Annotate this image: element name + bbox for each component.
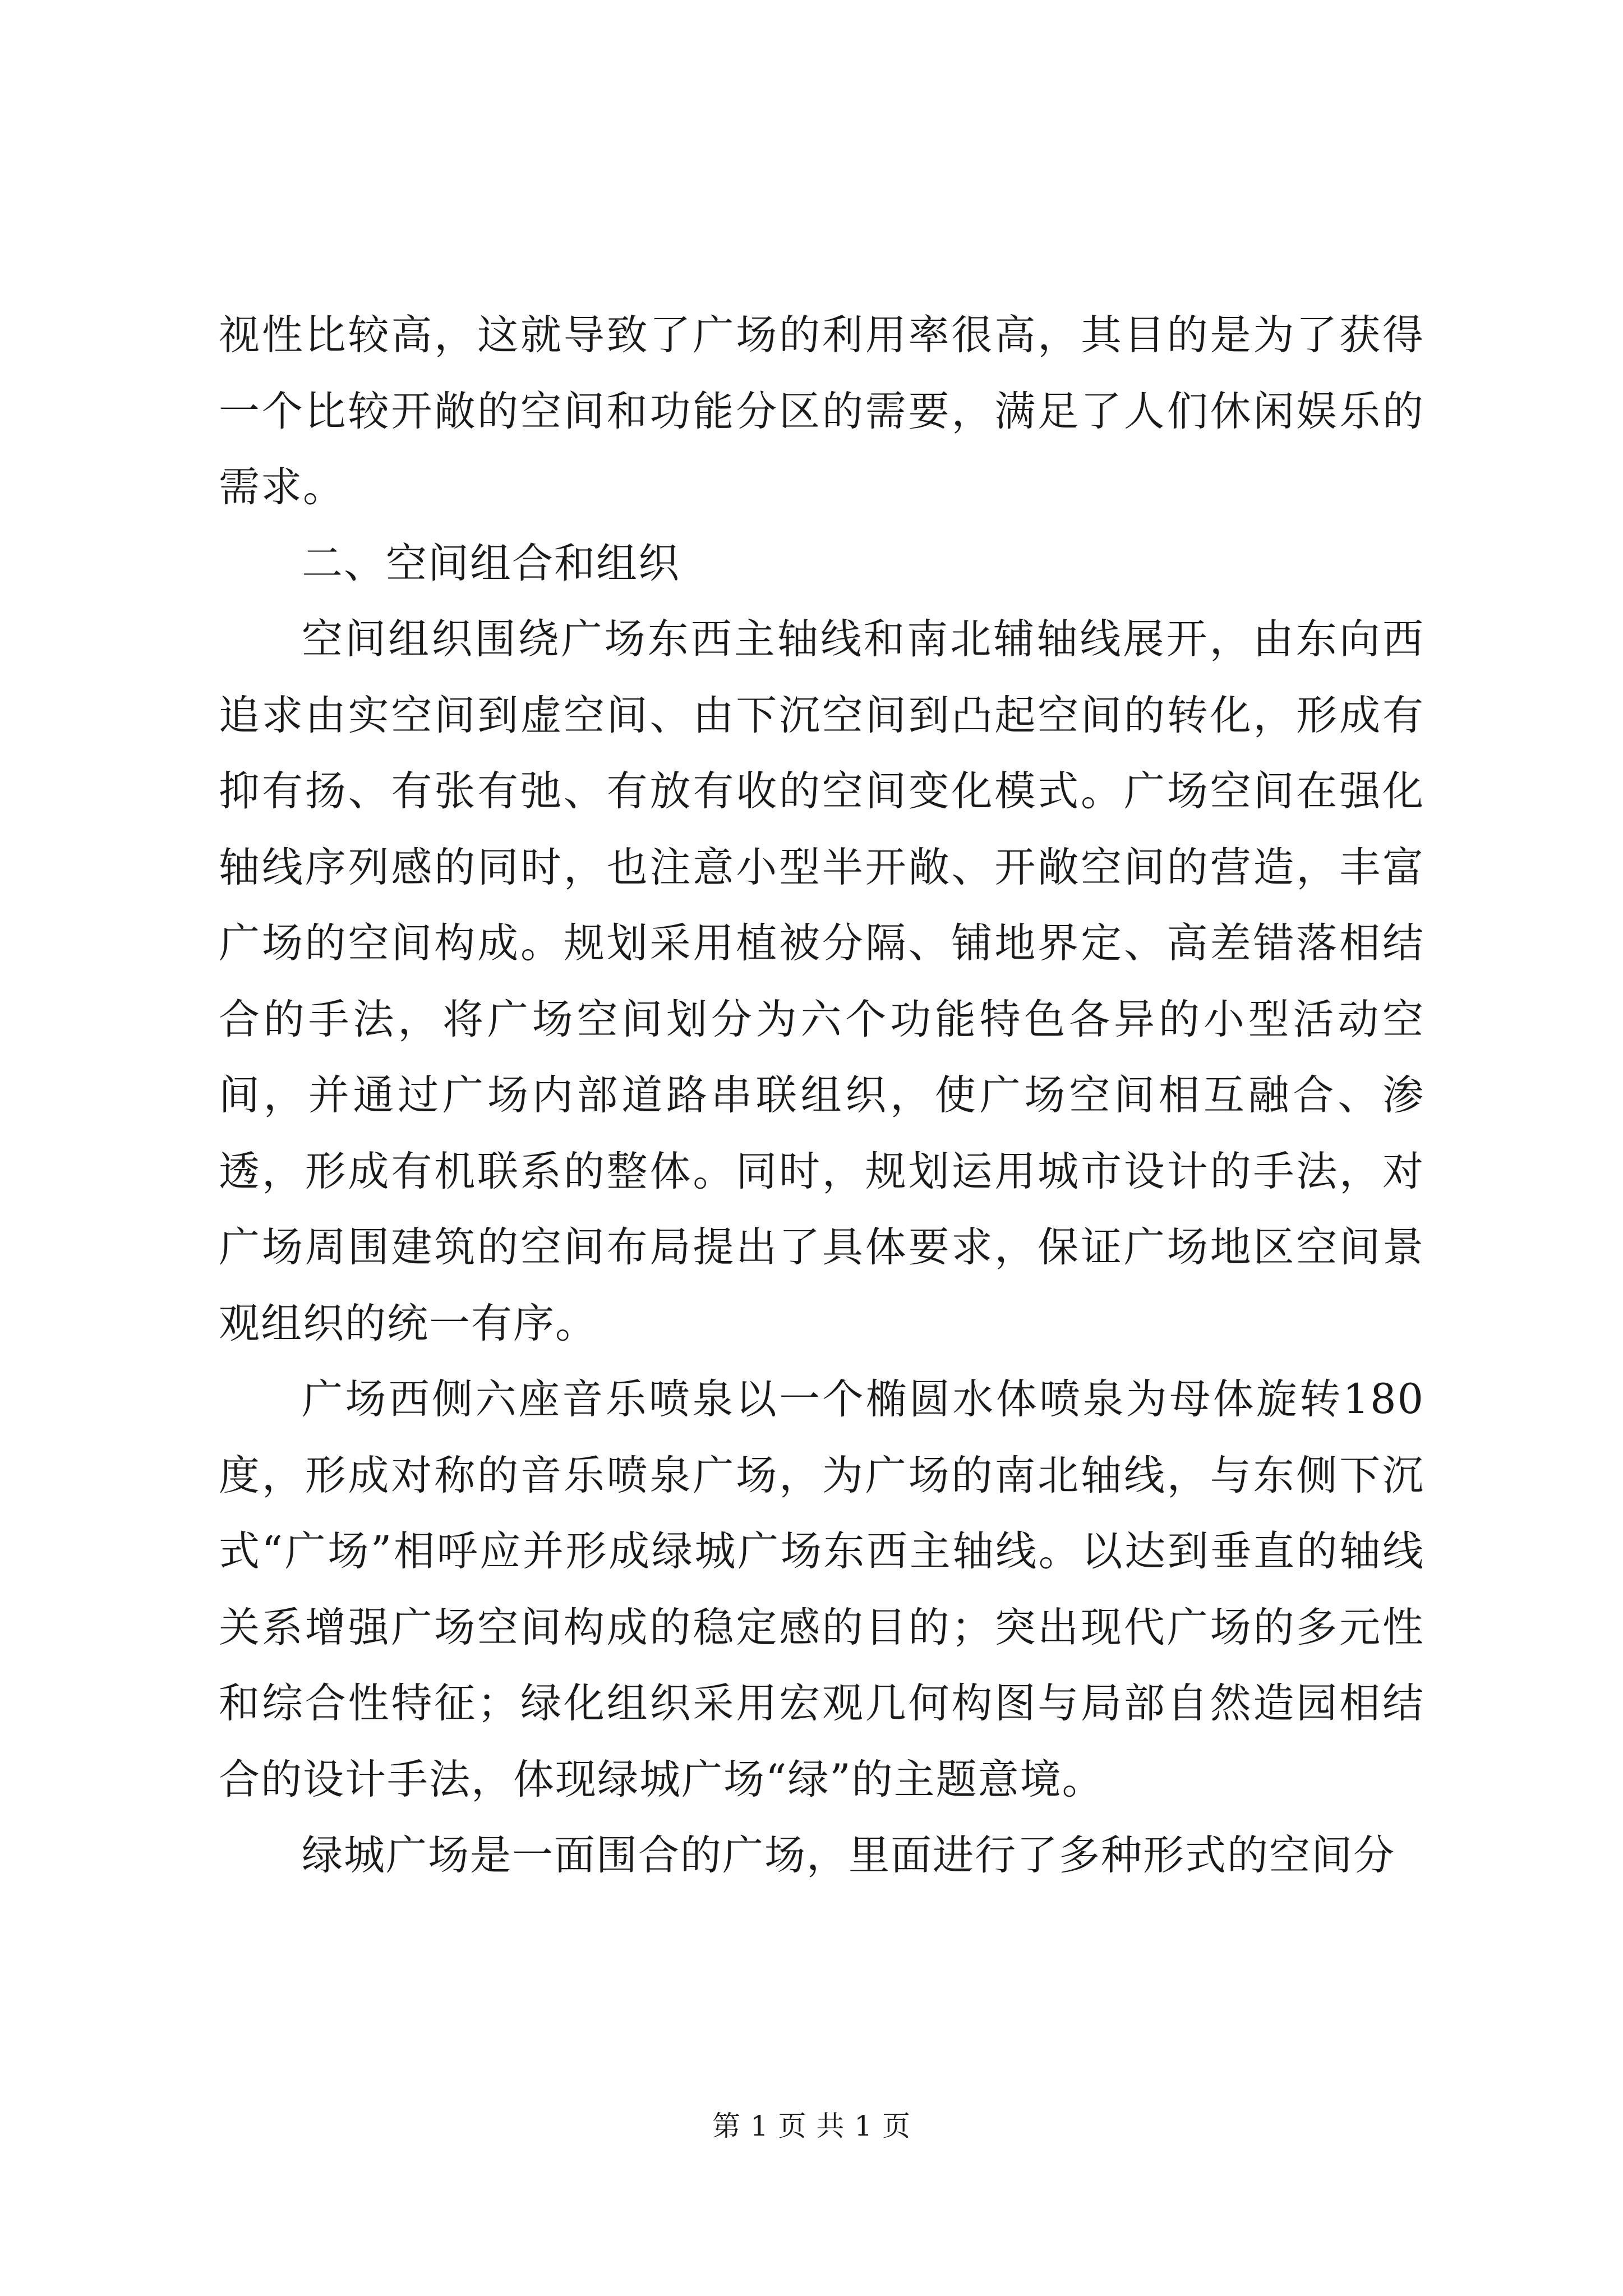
section-heading: 二、空间组合和组织 [302, 539, 680, 587]
paragraph-music-fountain: 广场西侧六座音乐喷泉以一个椭圆水体喷泉为母体旋转180度，形成对称的音乐喷泉广场，为广场的南北轴线，与东侧下沉式“广场”相呼应并形成绿城广场东西主轴线。以达到垂直的轴线关系增强广场空间构成的稳定感的目的；突出现代广场的多元性和综合性特征；绿化组织采用宏观几何构图与局部自然造园相结合的设计手法，体现绿城广场“绿”的主题意境。 [219, 1375, 1424, 1803]
paragraph-continuation: 视性比较高，这就导致了广场的利用率很高，其目的是为了获得一个比较开敞的空间和功能分区的需要，满足了人们休闲娱乐的需求。 [219, 311, 1424, 511]
paragraph-space-organization: 空间组织围绕广场东西主轴线和南北辅轴线展开，由东向西追求由实空间到虚空间、由下沉空间到凸起空间的转化，形成有抑有扬、有张有弛、有放有收的空间变化模式。广场空间在强化轴线序列感的同时，也注意小型半开敞、开敞空间的营造，丰富广场的空间构成。规划采用植被分隔、铺地界定、高差错落相结合的手法，将广场空间划分为六个功能特色各异的小型活动空间，并通过广场内部道路串联组织，使广场空间相互融合、渗透，形成有机联系的整体。同时，规划运用城市设计的手法，对广场周围建筑的空间布局提出了具体要求，保证广场地区空间景观组织的统一有序。 [219, 615, 1424, 1347]
paragraph-enclosure: 绿城广场是一面围合的广场，里面进行了多种形式的空间分 [302, 1832, 1395, 1879]
page-footer: 第 1 页 共 1 页 [712, 2110, 911, 2142]
document-body [219, 297, 1424, 1894]
